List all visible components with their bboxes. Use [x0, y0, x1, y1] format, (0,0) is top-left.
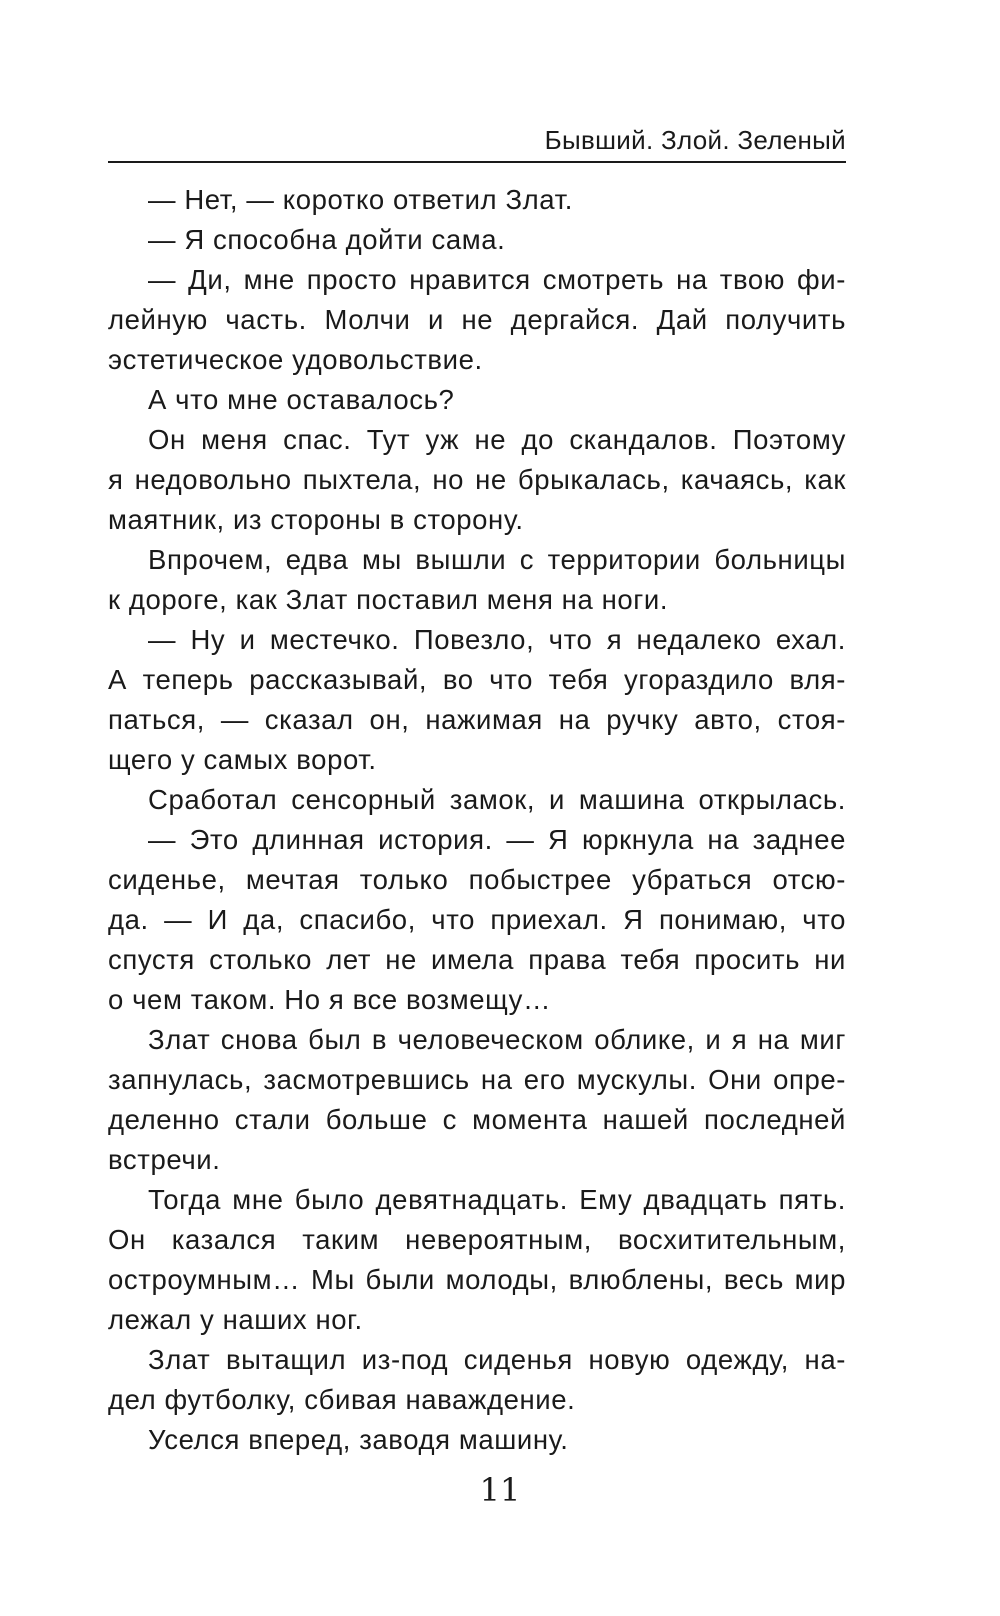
- running-title: Бывший. Злой. Зеленый: [544, 125, 846, 155]
- text-line: к дороге, как Злат поставил меня на ноги.: [108, 584, 669, 615]
- text-line: — Я способна дойти сама.: [148, 224, 506, 255]
- text-line: встречи.: [108, 1144, 221, 1175]
- text-line: лейную часть. Молчи и не дергайся. Дай получить: [108, 304, 846, 335]
- text-line: Он меня спас. Тут уж не до скандалов. Поэтому: [148, 424, 846, 455]
- page-number: 11: [479, 1471, 521, 1509]
- text-line: я недовольно пыхтела, но не брыкалась, качаясь, как: [108, 464, 846, 495]
- text-line: спустя столько лет не имела права тебя просить ни: [108, 944, 846, 975]
- text-line: запнулась, засмотревшись на его мускулы. Они опре-: [108, 1064, 846, 1095]
- text-line: остроумным… Мы были молоды, влюблены, весь мир: [108, 1264, 846, 1295]
- text-line: А теперь рассказывай, во что тебя угораздило вля-: [108, 664, 846, 695]
- text-line: Уселся вперед, заводя машину.: [148, 1424, 569, 1455]
- text-line: А что мне оставалось?: [148, 384, 455, 415]
- text-line: Тогда мне было девятнадцать. Ему двадцать пять.: [148, 1184, 846, 1215]
- text-line: Злат вытащил из-под сиденья новую одежду, на-: [148, 1344, 846, 1375]
- text-line: маятник, из стороны в сторону.: [108, 504, 524, 535]
- text-line: дел футболку, сбивая наваждение.: [108, 1384, 576, 1415]
- text-line: Впрочем, едва мы вышли с территории больницы: [148, 544, 846, 575]
- text-line: Он казался таким невероятным, восхитительным,: [108, 1224, 846, 1255]
- text-line: лежал у наших ног.: [108, 1304, 363, 1335]
- text-line: да. — И да, спасибо, что приехал. Я понимаю, что: [108, 904, 846, 935]
- body-text: [108, 180, 846, 1460]
- text-line: щего у самых ворот.: [108, 744, 377, 775]
- text-line: — Это длинная история. — Я юркнула на заднее: [148, 824, 846, 855]
- text-line: — Ди, мне просто нравится смотреть на твою фи-: [148, 264, 846, 295]
- text-line: паться, — сказал он, нажимая на ручку авто, стоя-: [108, 704, 846, 735]
- text-line: о чем таком. Но я все возмещу…: [108, 984, 552, 1015]
- text-line: Сработал сенсорный замок, и машина открылась.: [148, 784, 846, 815]
- header-rule: [108, 161, 846, 163]
- text-line: сиденье, мечтая только побыстрее убраться отсю-: [108, 864, 846, 895]
- text-line: — Ну и местечко. Повезло, что я недалеко ехал.: [148, 624, 846, 655]
- text-line: деленно стали больше с момента нашей последней: [108, 1104, 846, 1135]
- text-line: Злат снова был в человеческом облике, и я на миг: [148, 1024, 846, 1055]
- text-line: — Нет, — коротко ответил Злат.: [148, 184, 573, 215]
- text-line: эстетическое удовольствие.: [108, 344, 483, 375]
